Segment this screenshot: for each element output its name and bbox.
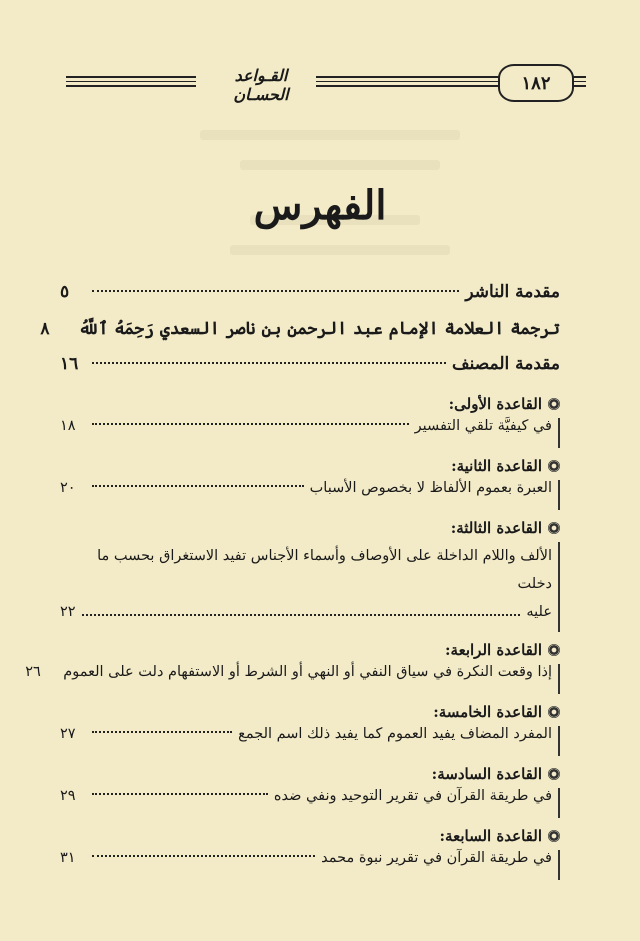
entry-page: ١٨ xyxy=(60,418,76,434)
entry-label-line2: عليه xyxy=(526,604,552,620)
entry-label: العبرة بعموم الألفاظ لا بخصوص الأسباب xyxy=(309,480,552,496)
flower-ornament-icon xyxy=(548,830,560,842)
rule-heading-6 xyxy=(60,760,560,788)
entry-label: في كيفيَّة تلقي التفسير xyxy=(414,418,552,434)
bleed-through-text xyxy=(230,245,450,255)
flower-ornament-icon xyxy=(548,398,560,410)
entry-page: ٢٢ xyxy=(60,604,76,620)
toc-entry-rule-7[interactable] xyxy=(60,850,560,880)
flower-ornament-icon xyxy=(548,706,560,718)
entry-page: ٨ xyxy=(40,319,50,339)
rule-heading-label: القاعدة السادسة: xyxy=(431,765,542,783)
entry-label-line1: الألف واللام الداخلة على الأوصاف وأسماء الأجناس تفيد الاستغراق بحسب ما دخلت xyxy=(97,548,552,592)
rule-heading-5 xyxy=(60,698,560,726)
bleed-through-text xyxy=(240,160,440,170)
toc-entry-rule-2[interactable] xyxy=(60,480,560,510)
running-header xyxy=(66,64,574,104)
leader-dots xyxy=(92,362,446,364)
flower-ornament-icon xyxy=(548,460,560,472)
entry-page: ٢٩ xyxy=(60,788,76,804)
toc-entry-publisher-intro[interactable] xyxy=(60,282,560,318)
rule-heading-label: القاعدة الرابعة: xyxy=(445,641,542,659)
toc-entry-rule-5[interactable] xyxy=(60,726,560,756)
entry-label: في طريقة القرآن في تقرير نبوة محمد xyxy=(321,850,552,866)
flower-ornament-icon xyxy=(548,768,560,780)
rule-heading-label: القاعدة الأولى: xyxy=(448,395,542,413)
rule-heading-3 xyxy=(60,514,560,542)
toc-title: الفهرس xyxy=(253,182,387,229)
entry-label: في طريقة القرآن في تقرير التوحيد ونفي ضده xyxy=(273,788,552,804)
leader-dots xyxy=(82,614,521,616)
leader-dots xyxy=(92,423,409,425)
entry-page: ٢٧ xyxy=(60,726,76,742)
rule-heading-label: القاعدة الثانية: xyxy=(451,457,542,475)
entry-page: ١٦ xyxy=(60,354,79,374)
entry-label: مقدمة المصنف xyxy=(452,354,560,374)
entry-page: ٢٦ xyxy=(25,664,41,680)
flower-ornament-icon xyxy=(548,644,560,656)
rule-heading-4 xyxy=(60,636,560,664)
rule-heading-1 xyxy=(60,390,560,418)
toc-entry-biography[interactable] xyxy=(40,318,560,354)
leader-dots xyxy=(92,793,268,795)
entry-label: المفرد المضاف يفيد العموم كما يفيد ذلك اسم الجمع xyxy=(238,726,552,742)
entry-page: ٣١ xyxy=(60,850,76,866)
leader-dots xyxy=(92,290,459,292)
toc-entry-rule-6[interactable] xyxy=(60,788,560,818)
entry-page: ٢٠ xyxy=(60,480,76,496)
page-number-badge xyxy=(498,64,574,102)
rule-heading-label: القاعدة السابعة: xyxy=(439,827,542,845)
entry-label: ترجمة العلامة الإمام عبد الرحمن بن ناصر السعدي رَحِمَهُ ٱللَّهُ xyxy=(78,319,560,339)
entry-label: إذا وقعت النكرة في سياق النفي أو النهي أو الشرط أو الاستفهام دلت على العموم xyxy=(63,664,552,680)
rule-heading-label: القاعدة الخامسة: xyxy=(433,703,542,721)
page-number: ١٨٢ xyxy=(521,72,551,94)
toc-entry-rule-3[interactable] xyxy=(60,542,560,632)
rule-heading-label: القاعدة الثالثة: xyxy=(450,519,542,537)
rule-heading-7 xyxy=(60,822,560,850)
entry-page: ٥ xyxy=(60,282,70,302)
flower-ornament-icon xyxy=(548,522,560,534)
bleed-through-text xyxy=(200,130,460,140)
toc-entry-rule-1[interactable] xyxy=(60,418,560,448)
leader-dots xyxy=(92,855,315,857)
entry-label: مقدمة الناشر xyxy=(465,282,560,302)
leader-dots xyxy=(92,731,232,733)
rule-heading-2 xyxy=(60,452,560,480)
table-of-contents xyxy=(25,282,560,884)
header-title: القـواعد الحسـان xyxy=(233,66,289,104)
toc-entry-author-intro[interactable] xyxy=(60,354,560,390)
leader-dots xyxy=(92,485,304,487)
toc-entry-rule-4[interactable] xyxy=(25,664,560,694)
header-rule-left xyxy=(66,76,196,90)
